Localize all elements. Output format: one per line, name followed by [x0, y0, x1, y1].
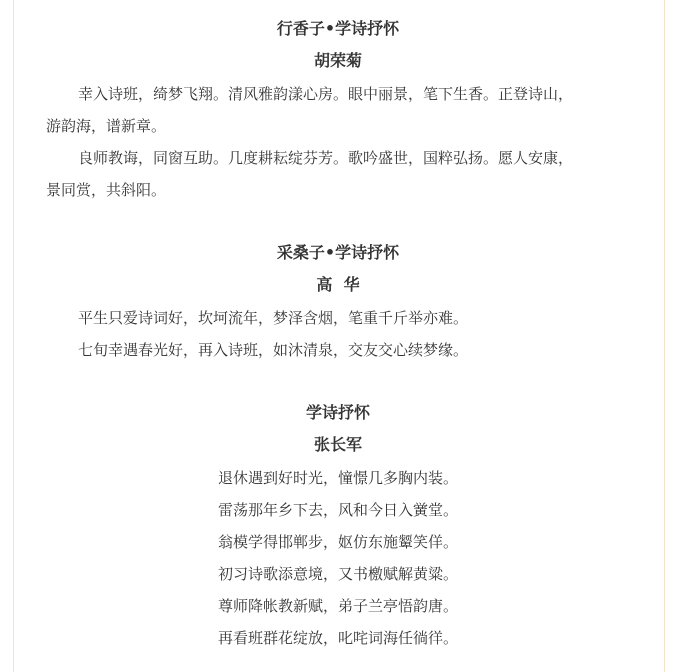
poem-paragraph: [46, 78, 630, 142]
poem-author: 高 华: [316, 275, 360, 294]
right-border: [664, 0, 665, 672]
poem-title: 学诗抒怀: [305, 403, 370, 422]
paragraph-line: 景同赏，共斜阳。: [46, 181, 167, 199]
poem-line: 尊师降帐教新赋，弟子兰亭悟韵唐。: [217, 597, 458, 615]
paragraph-line: 幸入诗班，绮梦飞翔。清风雅韵漾心房。眼中丽景，笔下生香。正登诗山，: [78, 85, 574, 103]
poem-line: 退休遇到好时光，憧憬几多胸内装。: [217, 469, 458, 487]
poem-author: 胡荣菊: [313, 51, 362, 70]
poem-line: 翁模学得邯郸步，妪仿东施颦笑佯。: [217, 533, 458, 551]
poem-line: 平生只爱诗词好，坎坷流年，梦泽含烟，笔重千斤举亦难。: [78, 309, 469, 327]
poem-paragraph: [46, 142, 630, 206]
poem-line: 再看班群花绽放，叱咤词海任徜徉。: [217, 629, 458, 647]
paragraph-line: 游韵海，谱新章。: [46, 117, 167, 135]
paragraph-line: 良师教诲，同窗互助。几度耕耘绽芬芳。歌吟盛世，国粹弘扬。愿人安康，: [78, 149, 574, 167]
poem-line: 雷荡那年乡下去，风和今日入黉堂。: [217, 501, 458, 519]
poem-line: 七旬幸遇春光好，再入诗班，如沐清泉，交友交心续梦缘。: [78, 341, 469, 359]
poem-line: 初习诗歌添意境，又书檄赋解黄粱。: [217, 565, 458, 583]
poem-line-block: [46, 334, 630, 366]
poem-title: 采桑子•学诗抒怀: [276, 243, 400, 262]
poem-line-block: [46, 302, 630, 334]
poem-title: 行香子•学诗抒怀: [276, 19, 400, 38]
poem-author: 张长军: [313, 435, 362, 454]
left-border: [13, 0, 14, 672]
